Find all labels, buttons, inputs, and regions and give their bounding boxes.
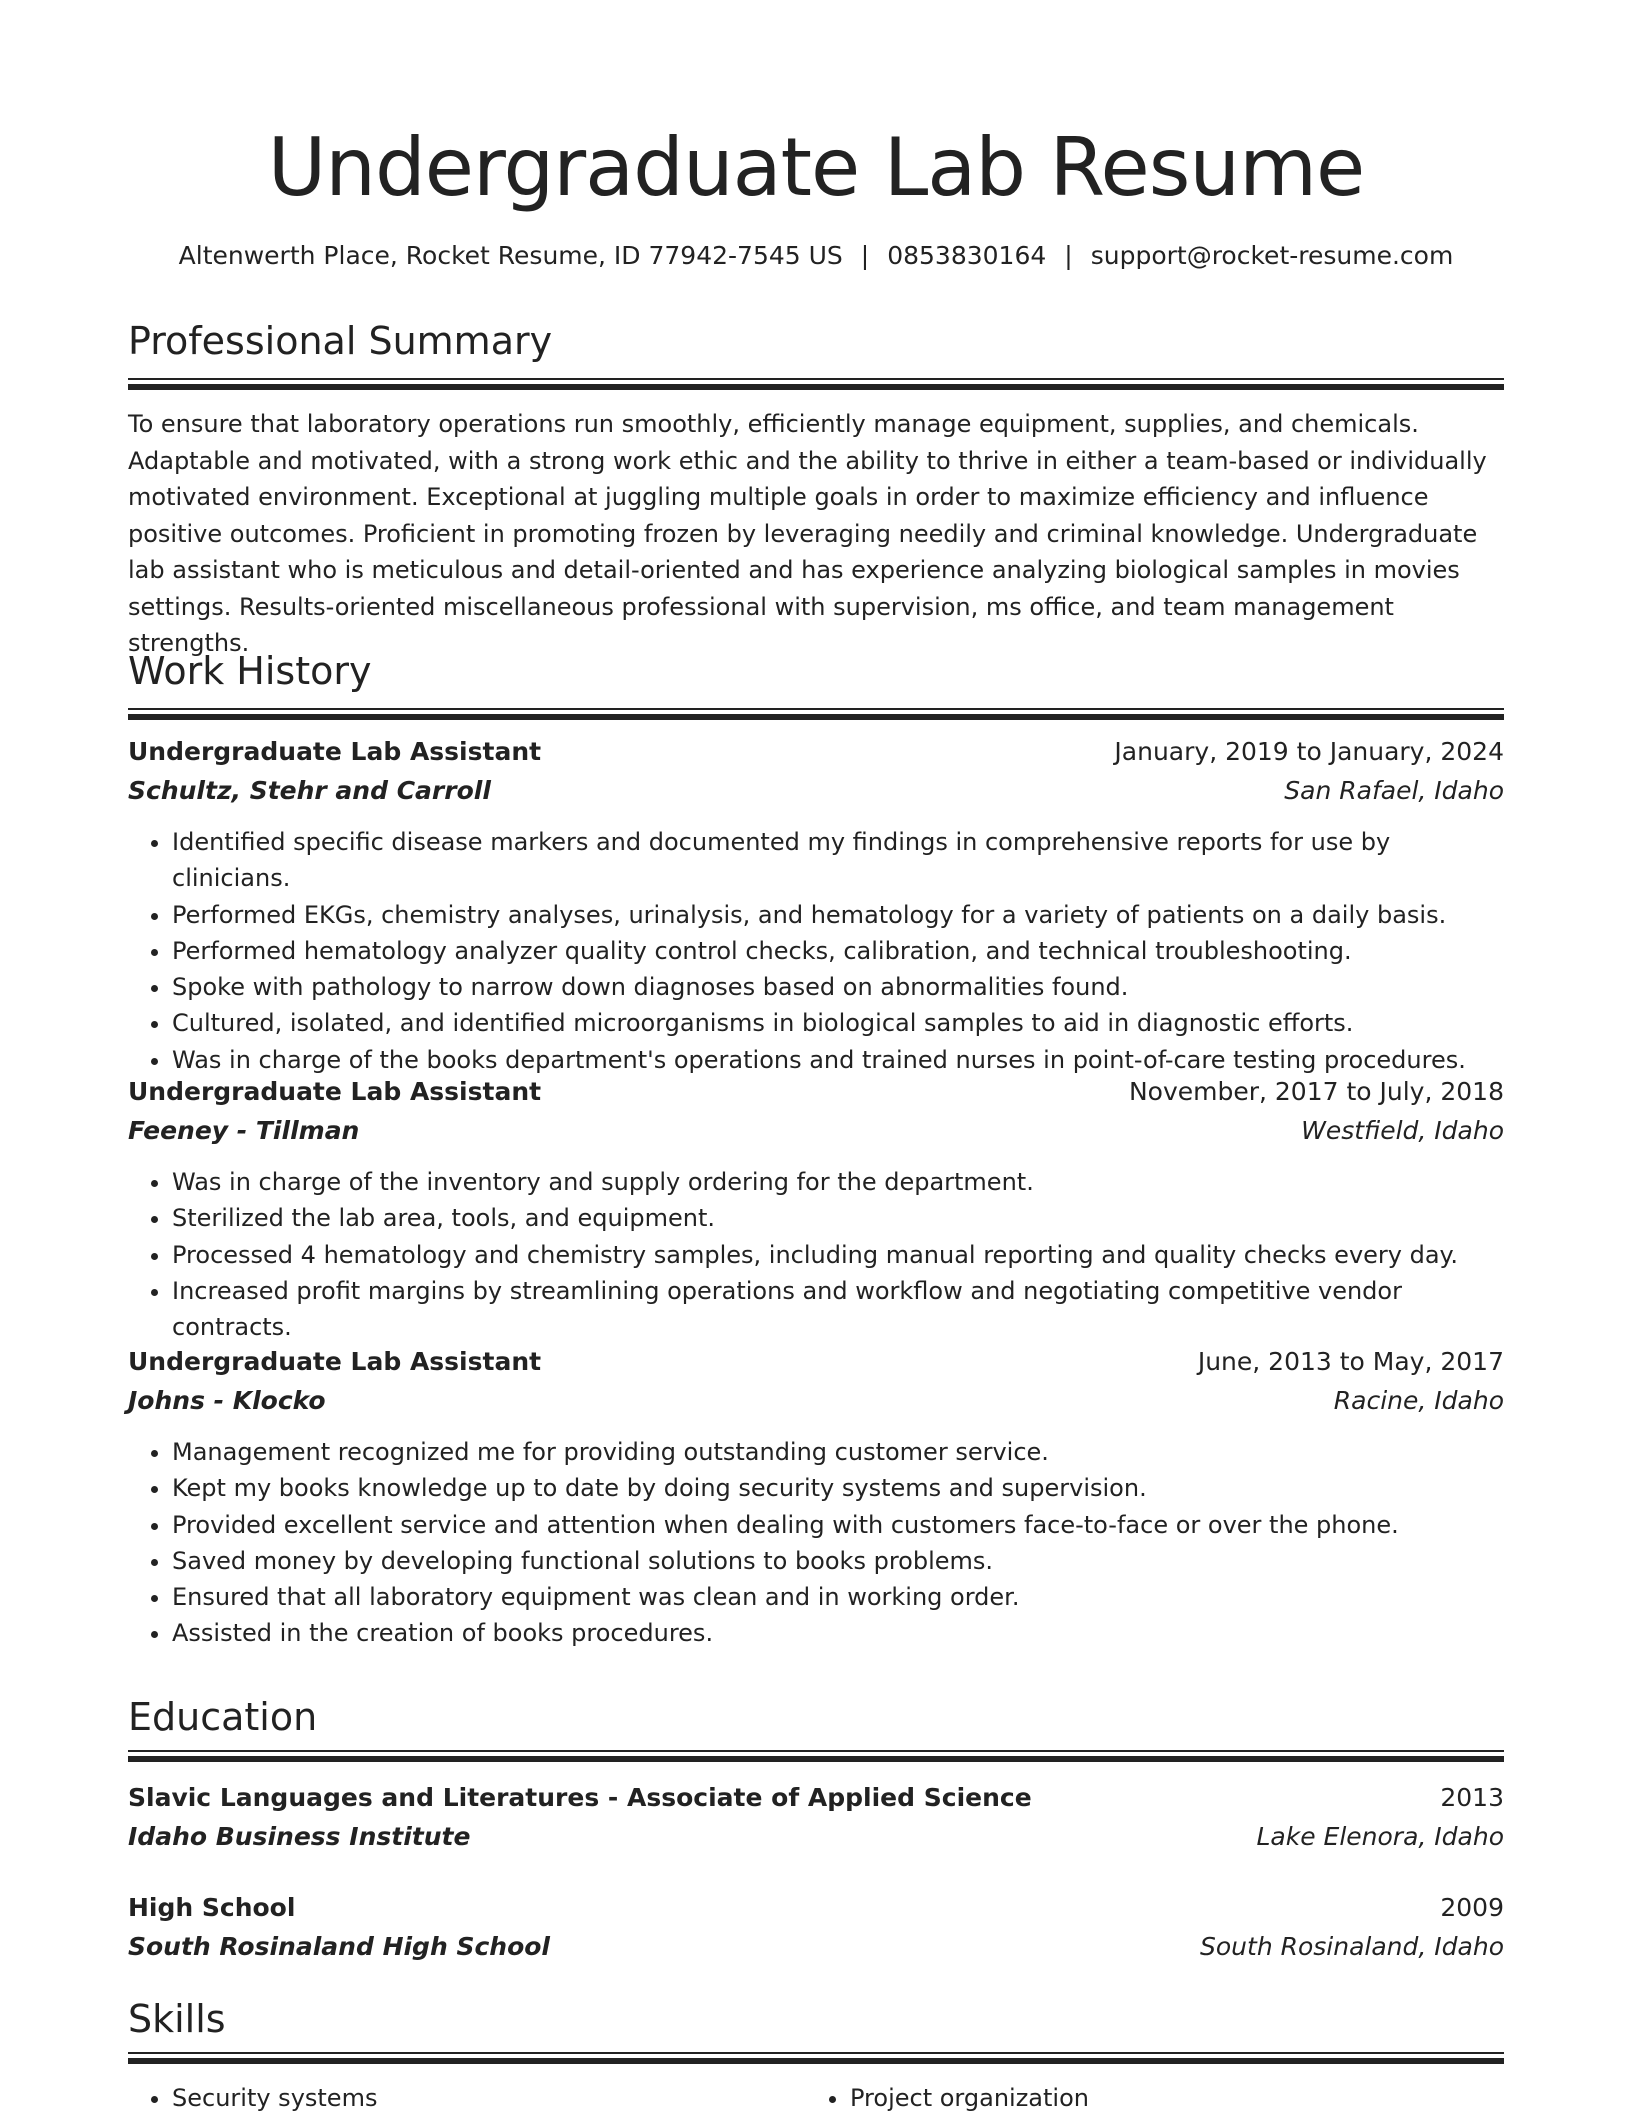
contact-address: Altenwerth Place, Rocket Resume, ID 77942-7545 US: [178, 241, 843, 270]
section-divider: [128, 708, 1504, 720]
job-location: San Rafael, Idaho: [1284, 776, 1504, 805]
job-location: Racine, Idaho: [1333, 1386, 1504, 1415]
contact-separator: |: [860, 241, 870, 270]
job-employer: Johns - Klocko: [128, 1386, 326, 1415]
education-year: 2009: [1440, 1893, 1504, 1922]
section-divider: [128, 378, 1504, 390]
section-heading-summary: Professional Summary: [128, 319, 553, 363]
skill-item: • Security systems: [172, 2080, 806, 2116]
summary-text: To ensure that laboratory operations run smoothly, efficiently manage equipment, supplies, and chemicals. Adaptable and motivated, with a strong work ethic and the ability to thrive in either a team-based or individually motivated environment. Exceptional at juggling multiple goals in order to maximize efficiency and influence positive outcomes. Proficient in promoting frozen by leveraging needily and criminal knowledge. Undergraduate lab assistant who is meticulous and detail-oriented and has experience analyzing biological samples in movies settings. Results-oriented miscellaneous professional with supervision, ms office, and team management strengths.: [128, 410, 1487, 657]
contact-line: [128, 238, 1504, 274]
education-year: 2013: [1440, 1783, 1504, 1812]
skills-column-right: [806, 2080, 1484, 2116]
education-entry: [128, 1890, 1504, 1968]
list-item: • Saved money by developing functional solutions to books problems.: [172, 1543, 1504, 1579]
skills-list: [128, 2080, 1504, 2116]
job-entry: [128, 1344, 1504, 1652]
section-heading-work-history: Work History: [128, 649, 372, 693]
education-entry: [128, 1780, 1504, 1858]
job-dates: June, 2013 to May, 2017: [1197, 1347, 1504, 1376]
job-employer: Feeney - Tillman: [128, 1116, 360, 1145]
contact-email: support@rocket-resume.com: [1090, 241, 1454, 270]
job-dates: November, 2017 to July, 2018: [1128, 1077, 1504, 1106]
list-item: • Cultured, isolated, and identified microorganisms in biological samples to aid in diagnostic efforts.: [172, 1005, 1504, 1041]
job-title: Undergraduate Lab Assistant: [128, 737, 542, 766]
list-item: • Spoke with pathology to narrow down diagnoses based on abnormalities found.: [172, 969, 1504, 1005]
job-location: Westfield, Idaho: [1301, 1116, 1504, 1145]
education-school: Idaho Business Institute: [128, 1822, 471, 1851]
job-title: Undergraduate Lab Assistant: [128, 1347, 542, 1376]
skill-item: • Project organization: [850, 2080, 1484, 2116]
job-bullets: [128, 824, 1504, 1078]
section-divider: [128, 1750, 1504, 1762]
job-entry: [128, 1074, 1504, 1345]
resume-title: Undergraduate Lab Resume: [267, 121, 1365, 214]
education-location: South Rosinaland, Idaho: [1200, 1932, 1504, 1961]
list-item: • Was in charge of the inventory and supply ordering for the department.: [172, 1164, 1504, 1200]
list-item: • Kept my books knowledge up to date by doing security systems and supervision.: [172, 1470, 1504, 1506]
education-school: South Rosinaland High School: [128, 1932, 550, 1961]
contact-phone: 0853830164: [887, 241, 1047, 270]
section-heading-education: Education: [128, 1695, 318, 1739]
list-item: • Increased profit margins by streamlining operations and workflow and negotiating competitive vendor contracts.: [172, 1273, 1504, 1346]
list-item: • Performed EKGs, chemistry analyses, urinalysis, and hematology for a variety of patients on a daily basis.: [172, 897, 1504, 933]
job-bullets: [128, 1164, 1504, 1345]
list-item: • Was in charge of the books department's operations and trained nurses in point-of-care testing procedures.: [172, 1042, 1504, 1078]
education-degree: Slavic Languages and Literatures - Associate of Applied Science: [128, 1783, 1032, 1812]
job-bullets: [128, 1434, 1504, 1652]
section-heading-skills: Skills: [128, 1997, 226, 2041]
list-item: • Assisted in the creation of books procedures.: [172, 1615, 1504, 1651]
skills-column-left: [128, 2080, 806, 2116]
job-title: Undergraduate Lab Assistant: [128, 1077, 542, 1106]
job-entry: [128, 734, 1504, 1078]
job-employer: Schultz, Stehr and Carroll: [128, 776, 491, 805]
list-item: • Ensured that all laboratory equipment was clean and in working order.: [172, 1579, 1504, 1615]
education-degree: High School: [128, 1893, 296, 1922]
contact-separator: |: [1064, 241, 1073, 270]
list-item: • Provided excellent service and attention when dealing with customers face-to-face or over the phone.: [172, 1507, 1504, 1543]
list-item: • Management recognized me for providing outstanding customer service.: [172, 1434, 1504, 1470]
section-divider: [128, 2052, 1504, 2064]
education-location: Lake Elenora, Idaho: [1256, 1822, 1504, 1851]
list-item: • Sterilized the lab area, tools, and equipment.: [172, 1200, 1504, 1236]
list-item: • Identified specific disease markers and documented my findings in comprehensive reports for use by clinicians.: [172, 824, 1504, 897]
list-item: • Processed 4 hematology and chemistry samples, including manual reporting and quality checks every day.: [172, 1237, 1504, 1273]
job-dates: January, 2019 to January, 2024: [1114, 737, 1504, 766]
list-item: • Performed hematology analyzer quality control checks, calibration, and technical troubleshooting.: [172, 933, 1504, 969]
